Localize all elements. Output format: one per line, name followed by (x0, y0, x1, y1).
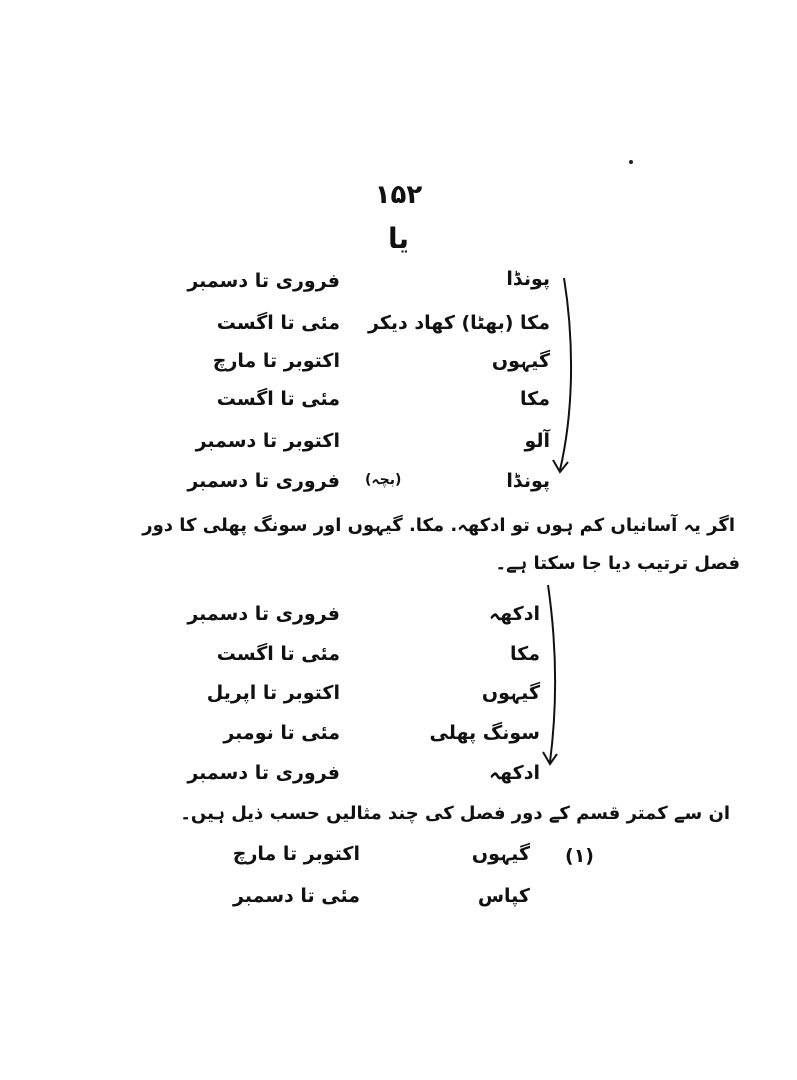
rotation1-crop: مکا (بھٹا) کھاد دیکر (368, 312, 550, 334)
rotation2-crop: مکا (510, 643, 540, 665)
rotation1-crop: پونڈا (506, 470, 550, 492)
rotation1-crop: گیہوں (491, 350, 550, 372)
example-number: (۱) (565, 845, 594, 867)
section-heading: یا (387, 222, 410, 255)
rotation2-crop: ادکھہ (489, 762, 540, 784)
rotation1-period: مئی تا اگست (216, 312, 340, 334)
paragraph-line-1: اگر یہ آسانیاں کم ہوں تو ادکھہ. مکا. گیہوں اور سونگ پھلی کا دور (142, 515, 735, 536)
page-number: ۱۵۲ (374, 180, 423, 210)
rotation1-period: اکتوبر تا مارچ (212, 350, 340, 372)
rotation2-period: فروری تا دسمبر (187, 762, 340, 784)
rotation1-note: (بچہ) (365, 472, 402, 488)
rotation1-period: مئی تا اگست (216, 388, 340, 410)
rotation1-crop: مکا (520, 388, 550, 410)
rotation1-crop: آلو (524, 430, 550, 452)
rotation1-period: فروری تا دسمبر (187, 470, 340, 492)
rotation2-period: مئی تا اگست (216, 643, 340, 665)
paragraph-line-2: فصل ترتیب دیا جا سکتا ہے۔ (495, 553, 740, 574)
rotation2-period: اکتوبر تا اپریل (206, 682, 340, 704)
paragraph-2: ان سے کمتر قسم کے دور فصل کی چند مثالیں حسب ذیل ہیں۔ (180, 803, 730, 824)
rotation1-period: اکتوبر تا دسمبر (195, 430, 340, 452)
rotation2-period: فروری تا دسمبر (187, 603, 340, 625)
rotation3-period: اکتوبر تا مارچ (232, 843, 360, 865)
rotation3-crop: گیہوں (471, 843, 530, 865)
rotation1-period: فروری تا دسمبر (187, 270, 340, 292)
rotation2-period: مئی تا نومبر (223, 722, 340, 744)
rotation3-period: مئی تا دسمبر (233, 885, 360, 907)
rotation2-crop: ادکھہ (489, 603, 540, 625)
rotation2-crop: سونگ پھلی (429, 722, 540, 744)
rotation1-crop: پونڈا (506, 268, 550, 290)
rotation3-crop: کپاس (477, 885, 530, 907)
rotation2-crop: گیہوں (481, 682, 540, 704)
